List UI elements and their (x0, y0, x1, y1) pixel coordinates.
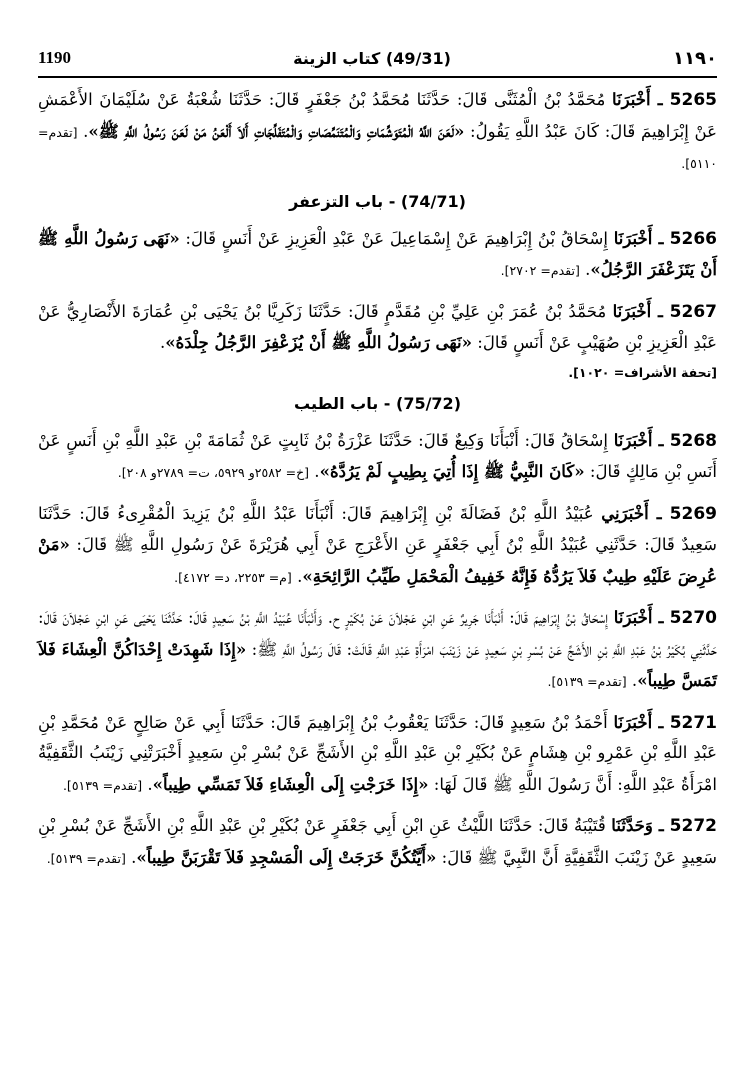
hadith-number: 5270 (669, 608, 717, 628)
hadith-quote: «أَيَّتُكُنَّ خَرَجَتْ إِلَى الْمَسْجِدِ فَلاَ تَقْرَبَنَّ طِيباً» (136, 846, 437, 867)
hadith-punct: . (142, 774, 153, 794)
hadith-separator: ـ (651, 300, 670, 321)
hadith-text: عُبَيْدُ اللَّهِ بْنُ فَضَالَةَ بْنِ إِبْرَاهِيمَ قَالَ: أَنْبَأَنَا عَبْدُ اللَّهِ بْنُ يَزِيدَ الْمُقْرِىءُ قَالَ: حَدَّثَنَا سَعِيدٌ قَالَ: حَدَّثَنِي عُبَيْدُ اللَّهِ بْنُ أَبِي جَعْفَرٍ عَنِ الأَعْرَجِ عَنْ أَبِي هُرَيْرَةَ عَنْ رَسُولِ اللَّهِ ﷺ قَالَ: (38, 503, 717, 554)
hadith-paragraph (38, 223, 717, 287)
hadith-separator: ـ (652, 711, 670, 732)
hadith-quote: «مَنْ عُرِضَ عَلَيْهِ طِيبٌ فَلاَ يَرُدُّهُ فَإِنَّهُ خَفِيفُ الْمَحْمَلِ طَيِّبُ الرَّائِحَةِ» (38, 534, 717, 586)
page-number-arabic: ١١٩٠ (673, 47, 717, 69)
bab-title: - باب الطيب (294, 393, 396, 413)
hadith-quote: «كَانَ النَّبِيُّ ﷺ إِذَا أُتِيَ بِطِيبٍ لَمْ يَرُدَّهُ» (319, 461, 585, 481)
hadith-separator: ـ (652, 227, 670, 248)
hadith-punct: . (159, 333, 166, 352)
hadith-number: 5267 (669, 301, 717, 322)
bab-number: (74/71) (400, 191, 466, 211)
hadith-number: 5266 (669, 228, 717, 249)
hadith-number: 5269 (669, 503, 717, 524)
hadith-intro: أَخْبَرَنَا (612, 300, 652, 321)
hadith-paragraph (38, 425, 717, 489)
hadith-paragraph (38, 84, 717, 180)
hadith-reference: [تقدم= ٥١٣٩]. (62, 777, 143, 793)
hadith-punct: . (626, 671, 638, 690)
page-body (38, 84, 717, 883)
hadith-intro: أَخْبَرَنَا (613, 711, 653, 732)
hadith-quote: «إِذَا خَرَجْتِ إِلَى الْعِشَاءِ فَلاَ تَمَسِّي طِيباً» (152, 773, 429, 794)
hadith-reference: [تقدم= ٥١٣٩]. (46, 850, 126, 866)
hadith-intro: أَخْبَرَنَا (613, 429, 653, 450)
hadith-number: 5272 (669, 816, 717, 836)
hadith-punct: . (77, 121, 89, 141)
hadith-separator: ـ (650, 89, 670, 109)
hadith-quote: «نَهَى رَسُولُ اللَّهِ ﷺ أَنْ يُزَعْفِرَ الرَّجُلُ جِلْدَهُ» (165, 332, 472, 352)
page-number-latin: 1190 (38, 48, 72, 67)
hadith-separator: ـ (652, 607, 670, 627)
hadith-punct: . (309, 462, 320, 481)
reference-note: [تحفة الأشراف= ١٠٢٠]. (568, 364, 717, 380)
hadith-number: 5268 (669, 430, 718, 451)
hadith-separator: ـ (652, 429, 670, 450)
hadith-intro: أَخْبَرَنِي (601, 502, 649, 523)
hadith-punct: . (291, 566, 303, 586)
hadith-text: مُحَمَّدُ بْنُ عُمَرَ بْنِ عَلِيِّ بْنِ مُقَدَّمٍ قَالَ: حَدَّثَنَا زَكَرِيَّا بْنُ يَحْيَى بْنِ عُمَارَةَ الأَنْصَارِيُّ عَنْ عَبْدِ الْعَزِيزِ بْنِ صُهَيْبٍ عَنْ أَنَسٍ قَالَ: (38, 301, 717, 352)
hadith-text: إِسْحَاقُ بْنُ إِبْرَاهِيمَ عَنْ إِسْمَاعِيلَ عَنْ عَبْدِ الْعَزِيزِ عَنْ أَنَسٍ قَالَ: (179, 228, 614, 248)
hadith-text: أَحْمَدُ بْنُ سَعِيدٍ قَالَ: حَدَّثَنَا يَعْقُوبُ بْنُ إِبْرَاهِيمَ قَالَ: حَدَّثَنَا أَبِي عَنْ صَالِحٍ عَنْ مُحَمَّدِ بْنِ عَبْدِ اللَّهِ بْنِ عَمْرِو بْنِ هِشَامٍ عَنْ بُكَيْرِ بْنِ عَبْدِ اللَّهِ بْنِ الأَشَجِّ عَنْ بُسْرِ بْنِ سَعِيدٍ أَخْبَرَتْنِي زَيْنَبُ الثَّقَفِيَّةُ امْرَأَةُ عَبْدِ اللَّهِ: أَنَّ رَسُولَ اللَّهِ ﷺ قَالَ لَهَا: (38, 712, 717, 794)
hadith-paragraph (38, 707, 717, 802)
hadith-text: إِسْحَاقُ قَالَ: أَنْبَأَنَا وَكِيعٌ قَالَ: حَدَّثَنَا عَزْرَةُ بْنُ ثَابِتٍ عَنْ ثُمَامَةَ بْنِ عَبْدِ اللَّهِ بْنِ أَنَسٍ عَنْ أَنَسِ بْنِ مَالِكٍ قَالَ: (38, 430, 717, 481)
hadith-paragraph (38, 810, 717, 874)
bab-number: (75/72) (396, 393, 461, 413)
hadith-reference: [م= ٢٢٥٣، د= ٤١٧٢]. (174, 569, 292, 585)
hadith-separator: ـ (652, 815, 670, 835)
hadith-reference: [خ= ٢٥٨٢و ٥٩٢٩، ت= ٢٧٨٩و ٢٠٨]. (117, 465, 310, 480)
hadith-quote: «لَعَنَ اللَّهُ الْمُتَوَشِّمَاتِ وَالْمُتَنَمِّصَاتِ وَالْمُتَفَلِّجَاتِ أَلاَ أَلْعَنُ مَنْ لَعَنَ رَسُولُ اللَّهِ ﷺ» (88, 120, 465, 141)
bab-heading (38, 391, 717, 417)
hadith-reference: [تقدم= ٥١٣٩]. (547, 674, 627, 689)
hadith-paragraph (38, 498, 717, 594)
hadith-intro: أَخْبَرَنَا (613, 607, 653, 627)
hadith-number: 5265 (669, 90, 717, 110)
hadith-punct: . (125, 847, 137, 867)
hadith-punct: . (579, 260, 591, 279)
bab-title: - باب التزعفر (289, 191, 401, 211)
hadith-text: مُحَمَّدُ بْنُ الْمُثَنَّى قَالَ: حَدَّثَنَا مُحَمَّدُ بْنُ جَعْفَرٍ قَالَ: حَدَّثَنَا شُعْبَةُ عَنْ سُلَيْمَانَ الأَعْمَشِ عَنْ إِبْرَاهِيمَ قَالَ: كَانَ عَبْدُ اللَّهِ يَقُولُ: (38, 90, 717, 141)
hadith-intro: أَخْبَرَنَا (611, 89, 651, 109)
hadith-reference: [تقدم= ٢٧٠٢]. (500, 263, 580, 278)
hadith-intro: وَحَدَّثَنَا (611, 815, 653, 835)
hadith-number: 5271 (669, 712, 718, 733)
hadith-intro: أَخْبَرَنَا (613, 227, 653, 248)
hadith-text: إِسْحَاقُ بْنُ إِبْرَاهِيمَ قَالَ: أَنْبَأَنَا جَرِيرٌ عَنِ ابْنِ عَجْلاَنَ عَنْ بُكَيْرٍ ح. وَأَنْبَأَنَا عُبَيْدُ اللَّهِ بْنُ سَعِيدٍ قَالَ: حَدَّثَنَا يَحْيَى عَنِ ابْنِ عَجْلاَنَ قَالَ: حَدَّثَنِي بُكَيْرُ بْنُ عَبْدِ اللَّهِ بْنِ الأَشَجِّ عَنْ بُسْرِ بْنِ سَعِيدٍ عَنْ زَيْنَبَ امْرَأَةِ عَبْدِ اللَّهِ قَالَتْ: قَالَ رَسُولُ اللَّهِ ﷺ: (38, 608, 717, 659)
page-header (38, 40, 717, 78)
hadith-paragraph (38, 602, 717, 698)
hadith-quote: «نَهَى رَسُولُ اللَّهِ ﷺ أَنْ يَتَزَعْفَرَ الرَّجُلُ» (38, 227, 717, 279)
hadith-text: قُتَيْبَةُ قَالَ: حَدَّثَنَا اللَّيْثُ عَنِ ابْنِ أَبِي جَعْفَرٍ عَنْ بُكَيْرِ بْنِ عَبْدِ اللَّهِ بْنِ الأَشَجِّ عَنْ بُسْرِ بْنِ سَعِيدٍ عَنْ زَيْنَبَ الثَّقَفِيَّةِ أَنَّ النَّبِيَّ ﷺ قَالَ: (38, 816, 717, 867)
hadith-separator: ـ (648, 502, 670, 523)
chapter-title: (49/31) كتاب الزينة (293, 48, 451, 68)
hadith-paragraph (38, 296, 717, 360)
hadith-reference: [تقدم= ٥١١٠]. (38, 124, 717, 171)
hadith-quote: «إِذَا شَهِدَتْ إِحْدَاكُنَّ الْعِشَاءَ فَلاَ تَمَسَّ طِيباً» (38, 638, 717, 690)
bab-heading (38, 189, 717, 215)
